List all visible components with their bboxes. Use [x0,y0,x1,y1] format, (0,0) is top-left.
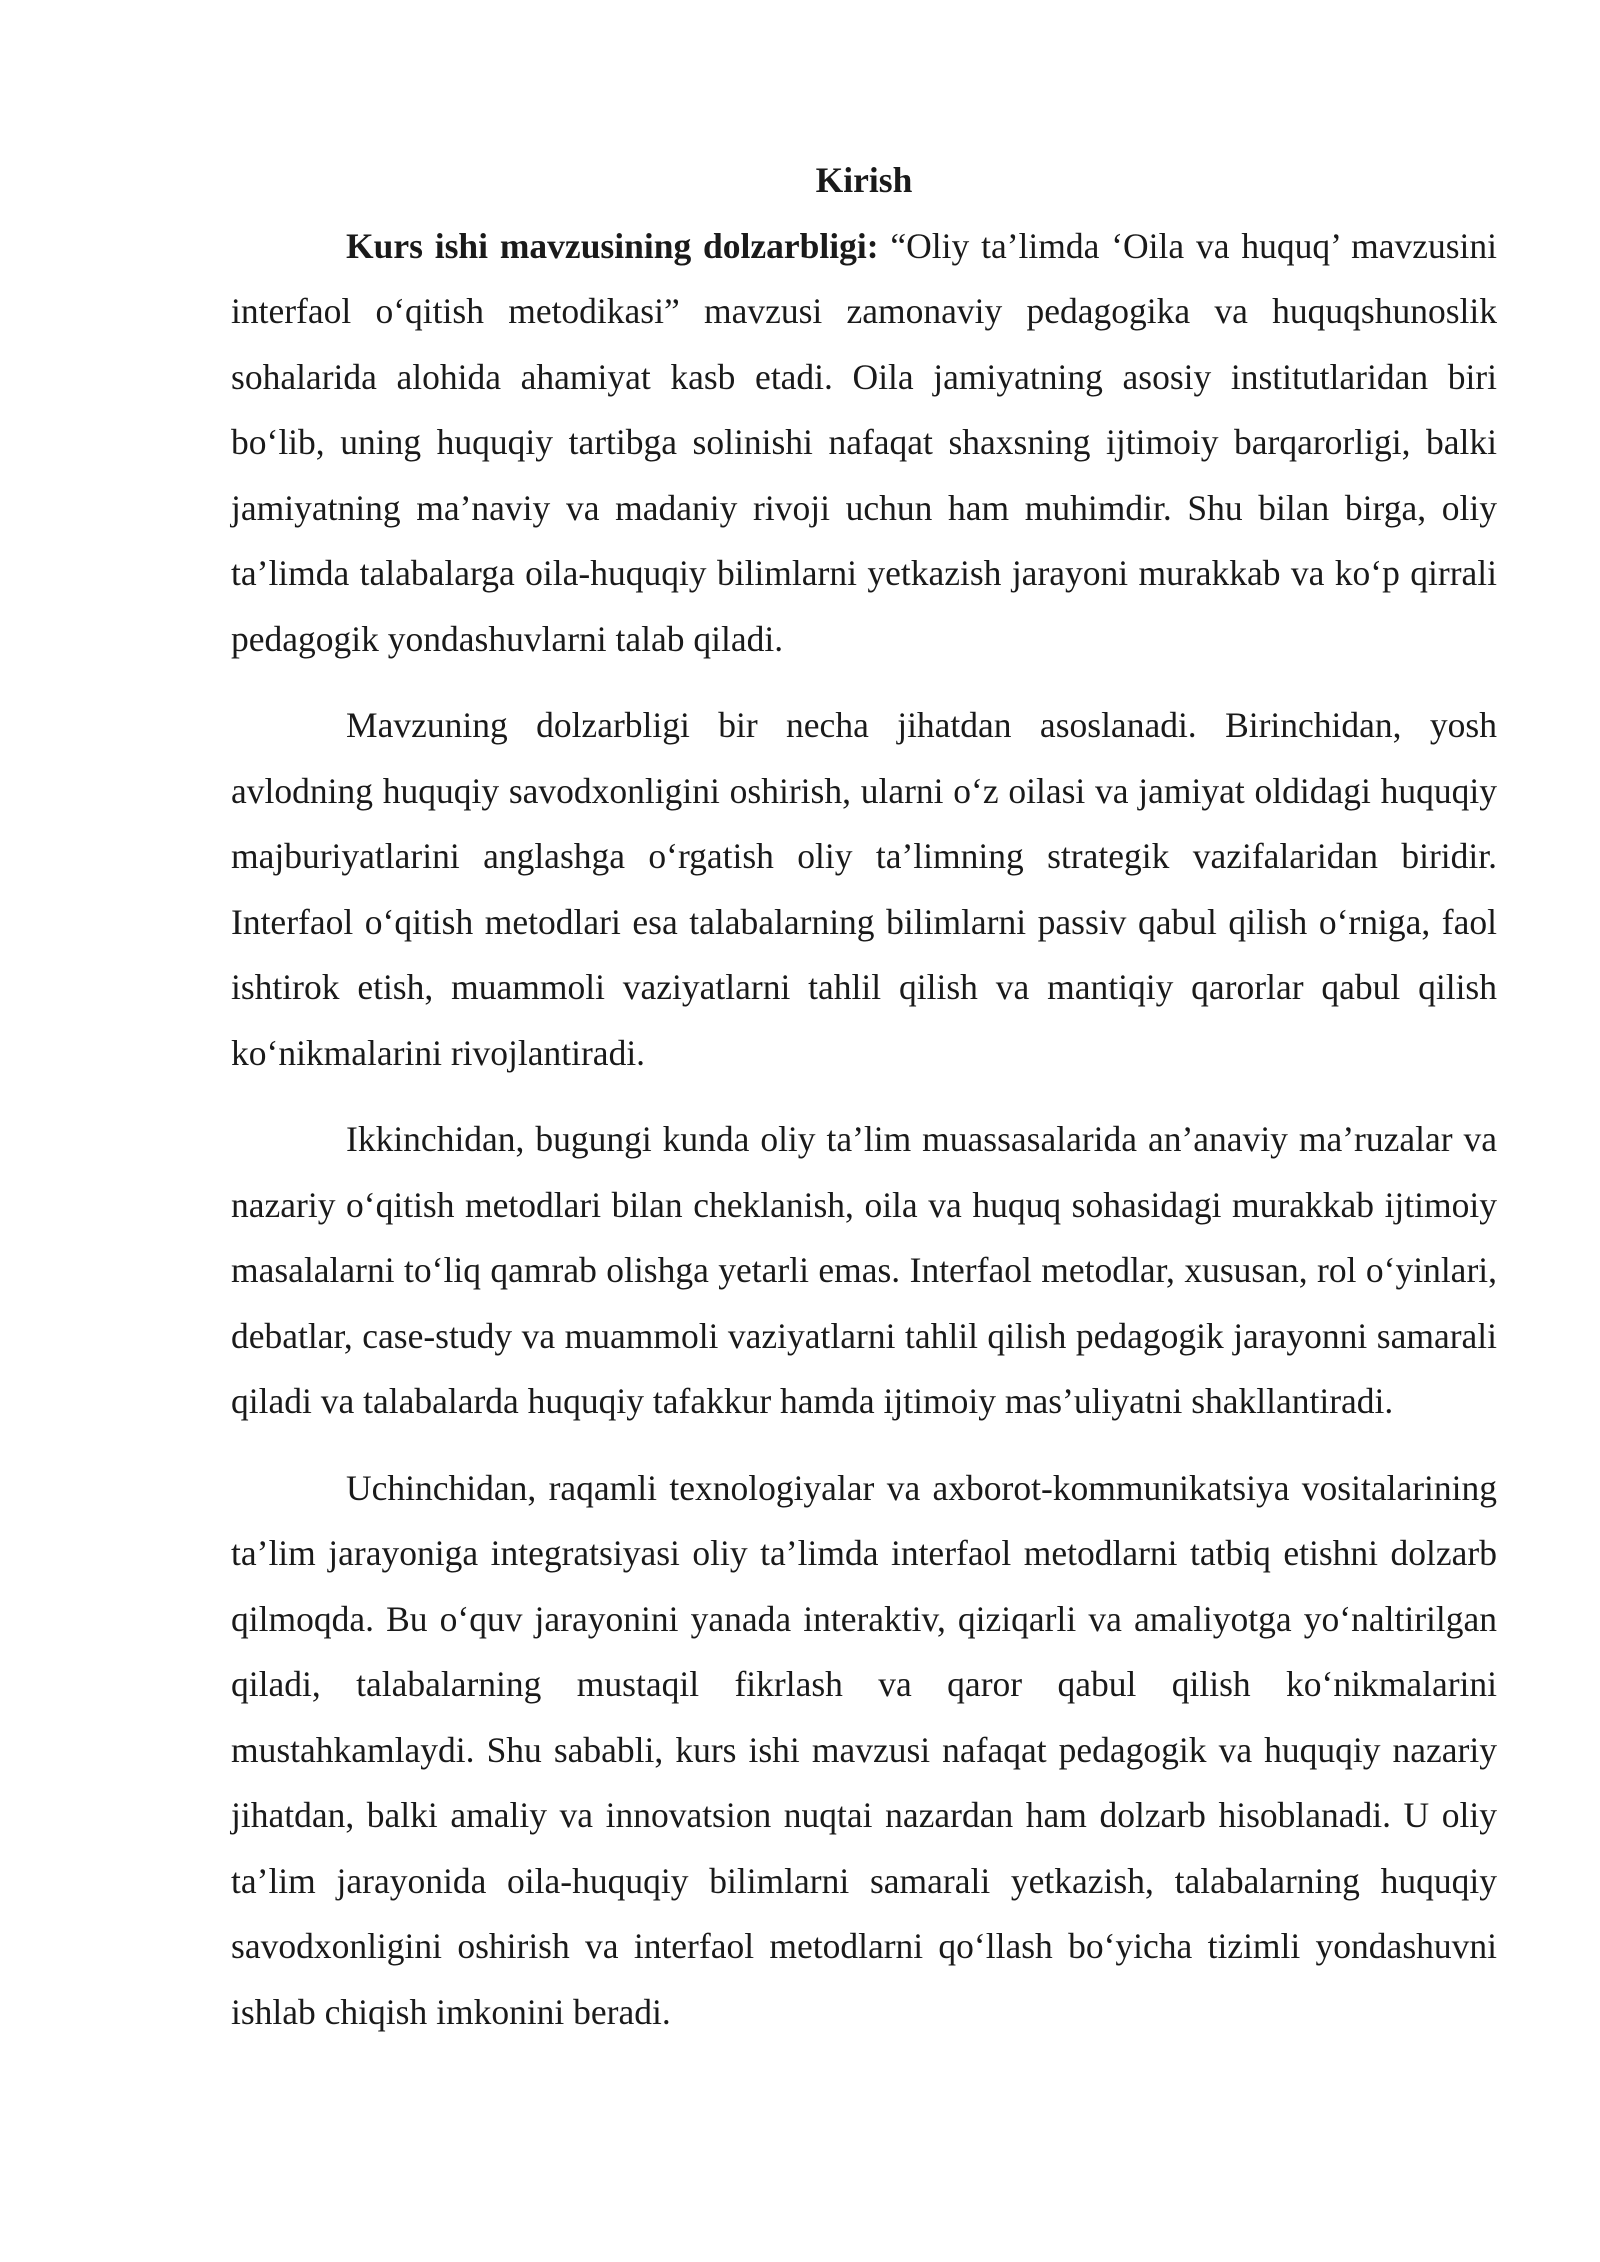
intro-paragraph [231,214,1497,673]
document-page [231,148,1497,2066]
paragraph-third-reason: Uchinchidan, raqamli texnologiyalar va axborot-kommunikatsiya vositalarining ta’lim jarayoniga integratsiyasi oliy ta’limda interfaol metodlarni tatbiq etishni dolzarb qilmoqda. Bu o‘quv jarayonini yanada interaktiv, qiziqarli va amaliyotga yo‘naltirilgan qiladi, talabalarning mustaqil fikrlash va qaror qabul qilish ko‘nikmalarini mustahkamlaydi. Shu sababli, kurs ishi mavzusi nafaqat pedagogik va huquqiy nazariy jihatdan, balki amaliy va innovatsion nuqtai nazardan ham dolzarb hisoblanadi. U oliy ta’lim jarayonida oila-huquqiy bilimlarni samarali yetkazish, talabalarning huquqiy savodxonligini oshirish va interfaol metodlarni qo‘llash bo‘yicha tizimli yondashuvni ishlab chiqish imkonini beradi. [231,1467,1497,2032]
intro-lead: Kurs ishi mavzusining dolzarbligi: [346,225,879,266]
paragraph-second-reason: Ikkinchidan, bugungi kunda oliy ta’lim muassasalarida an’anaviy ma’ruzalar va nazariy o‘qitish metodlari bilan cheklanish, oila va huquq sohasidagi murakkab ijtimoiy masalalarni to‘liq qamrab olishga yetarli emas. Interfaol metodlar, xususan, rol o‘yinlari, debatlar, case-study va muammoli vaziyatlarni tahlil qilish pedagogik jarayonni samarali qiladi va talabalarda huquqiy tafakkur hamda ijtimoiy mas’uliyatni shakllantiradi. [231,1119,1497,1421]
intro-text: “Oliy ta’limda ‘Oila va huquq’ mavzusini interfaol o‘qitish metodikasi” mavzusi zamonaviy pedagogika va huquqshunoslik sohalarida alohida ahamiyat kasb etadi. Oila jamiyatning asosiy institutlaridan biri bo‘lib, uning huquqiy tartibga solinishi nafaqat shaxsning ijtimoiy barqarorligi, balki jamiyatning ma’naviy va madaniy rivoji uchun ham muhimdir. Shu bilan birga, oliy ta’limda talabalarga oila-huquqiy bilimlarni yetkazish jarayoni murakkab va ko‘p qirrali pedagogik yondashuvlarni talab qiladi. [231,225,1497,659]
page-title: Kirish [815,160,913,200]
paragraph-first-reason: Mavzuning dolzarbligi bir necha jihatdan asoslanadi. Birinchidan, yosh avlodning huquqiy savodxonligini oshirish, ularni o‘z oilasi va jamiyat oldidagi huquqiy majburiyatlarini anglashga o‘rgatish oliy ta’limning strategik vazifalaridan biridir. Interfaol o‘qitish metodlari esa talabalarning bilimlarni passiv qabul qilish o‘rniga, faol ishtirok etish, muammoli vaziyatlarni tahlil qilish va mantiqiy qarorlar qabul qilish ko‘nikmalarini rivojlantiradi. [231,705,1497,1073]
